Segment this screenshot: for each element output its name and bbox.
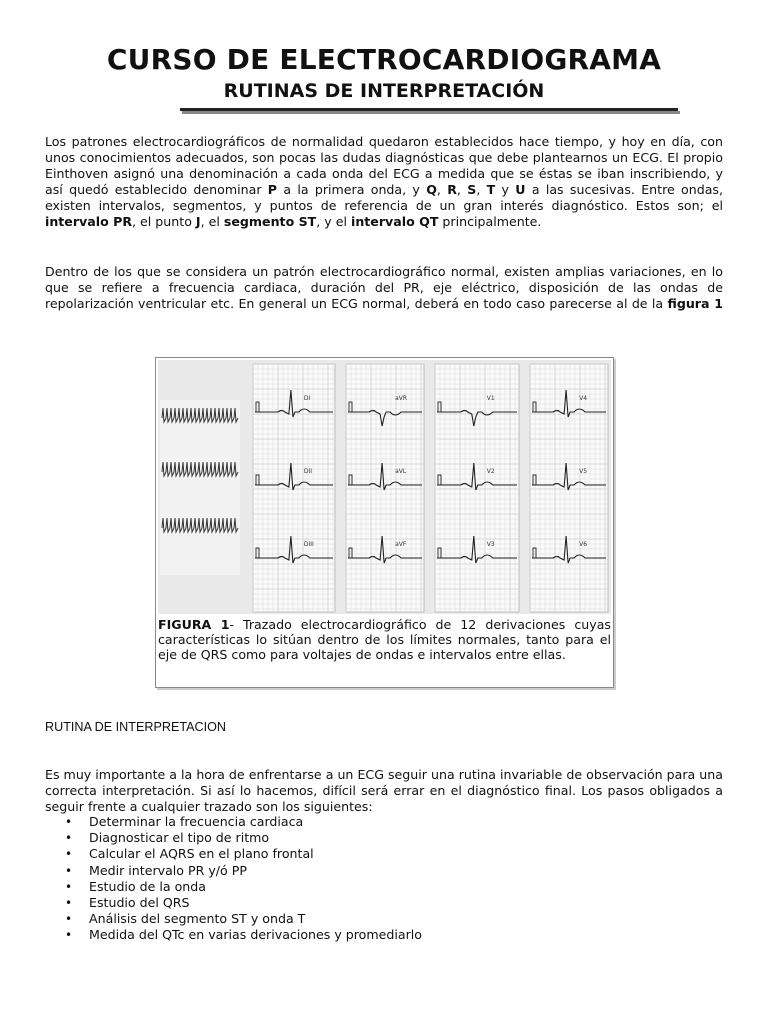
list-item <box>65 878 422 895</box>
intro-text: y <box>495 182 516 197</box>
intro-text: , el <box>200 214 224 229</box>
list-item <box>65 911 422 927</box>
lead-label: aVL <box>395 468 407 475</box>
list-item-text: Determinar la frecuencia cardiaca <box>89 814 304 829</box>
lead-label: V4 <box>579 395 588 402</box>
figure-caption <box>158 617 611 662</box>
wave-p: P <box>267 182 278 197</box>
lead-label: V2 <box>486 468 495 475</box>
bullet-icon: • <box>65 815 73 829</box>
term-st-segment: segmento ST <box>223 214 317 229</box>
document-subtitle: RUTINAS DE INTERPRETACIÓN <box>223 80 545 102</box>
list-item-text: Estudio de la onda <box>89 878 207 894</box>
list-item <box>65 862 422 879</box>
intro-text: principalmente. <box>438 214 542 229</box>
intro-text: , <box>436 182 448 197</box>
section-heading: RUTINA DE INTERPRETACION <box>45 720 226 734</box>
list-item <box>65 846 422 862</box>
lead-label: DI <box>303 395 311 402</box>
list-item-text: Medida del QTc en varias derivaciones y promediarlo <box>89 927 422 943</box>
bullet-icon: • <box>65 928 73 943</box>
routine-paragraph: Es muy importante a la hora de enfrentarse a un ECG seguir una rutina invariable de observación para una correcta interpretación. Si así lo hacemos, difícil será errar en el diagnóstico final. Los pasos obligados a seguir frente a cualquier trazado son los siguientes: <box>45 767 723 814</box>
steps-list <box>45 814 422 944</box>
bullet-icon: • <box>65 847 73 862</box>
lead-label: V3 <box>486 541 495 548</box>
list-item <box>65 814 422 830</box>
term-pr-interval: intervalo PR <box>45 214 133 229</box>
intro-text: a las sucesivas. Entre ondas, existen intervalos, segmentos, y puntos de referencia de un gran interés diagnóstico. Estos son; el <box>45 182 723 213</box>
lead-label: DII <box>303 468 313 475</box>
bullet-icon: • <box>65 863 73 878</box>
list-item-text: Calcular el AQRS en el plano frontal <box>89 846 314 862</box>
variations-paragraph <box>45 264 723 312</box>
list-item <box>65 927 422 943</box>
intro-text: , <box>456 182 468 197</box>
ecg-figure <box>155 357 614 688</box>
variations-text: Dentro de los que se considera un patrón electrocardiográfico normal, existen amplias variaciones, en lo que se refiere a frecuencia cardiaca, duración del PR, eje eléctrico, disposición de las ondas de repolarización ventricular etc. En general un ECG normal, deberá en todo caso parecerse al de la <box>45 264 723 311</box>
figure-reference: figura 1 <box>667 296 724 311</box>
term-j-point: J <box>195 214 201 229</box>
rhythm-strip <box>160 400 240 575</box>
bullet-icon: • <box>65 879 73 894</box>
caption-text: - Trazado electrocardiográfico de 12 derivaciones cuyas características lo sitúan dentro de los límites normales, tanto para el eje de QRS como para voltajes de ondas e intervalos entre ellas. <box>158 617 611 662</box>
document-title: CURSO DE ELECTROCARDIOGRAMA <box>106 43 662 76</box>
wave-s: S <box>467 182 477 197</box>
intro-text: , el punto <box>132 214 196 229</box>
list-item-text: Medir intervalo PR y/ó PP <box>89 862 247 878</box>
list-item <box>65 830 422 846</box>
intro-paragraph <box>45 134 723 230</box>
ecg-tracing-image <box>158 360 611 614</box>
wave-t: T <box>486 182 496 197</box>
list-item-text: Análisis del segmento ST y onda T <box>89 911 306 927</box>
lead-label: V5 <box>579 468 588 475</box>
intro-text: , <box>476 182 487 197</box>
lead-label: V1 <box>486 395 495 402</box>
list-item <box>65 895 422 911</box>
lead-label: V6 <box>579 541 588 548</box>
list-item-text: Estudio del QRS <box>89 895 190 911</box>
lead-label: aVR <box>395 395 408 402</box>
caption-label: FIGURA 1 <box>158 617 230 632</box>
lead-label: aVF <box>395 541 407 548</box>
bullet-icon: • <box>65 912 73 927</box>
term-qt-interval: intervalo QT <box>351 214 439 229</box>
list-item-text: Diagnosticar el tipo de ritmo <box>89 830 270 846</box>
wave-q: Q <box>426 182 437 197</box>
bullet-icon: • <box>65 896 73 911</box>
wave-r: R <box>447 182 457 197</box>
ecg-panel <box>435 364 519 612</box>
intro-text: Los patrones electrocardiográficos de normalidad quedaron establecidos hace tiempo, y hoy en día, con unos conocimientos adecuados, son pocas las dudas diagnósticas que debe plantearnos un ECG. El propio Einthoven asignó una denominación a cada onda del ECG a medida que se éstas se iban inscribiendo, y así quedó establecido denominar <box>45 134 723 197</box>
ecg-panel <box>530 364 608 612</box>
lead-label: DIII <box>303 541 314 548</box>
title-underline <box>180 108 678 111</box>
intro-text: , y el <box>316 214 351 229</box>
wave-u: U <box>515 182 526 197</box>
ecg-panel <box>346 364 424 612</box>
intro-text: a la primera onda, y <box>277 182 427 197</box>
bullet-icon: • <box>65 831 73 846</box>
ecg-panel <box>253 364 335 612</box>
